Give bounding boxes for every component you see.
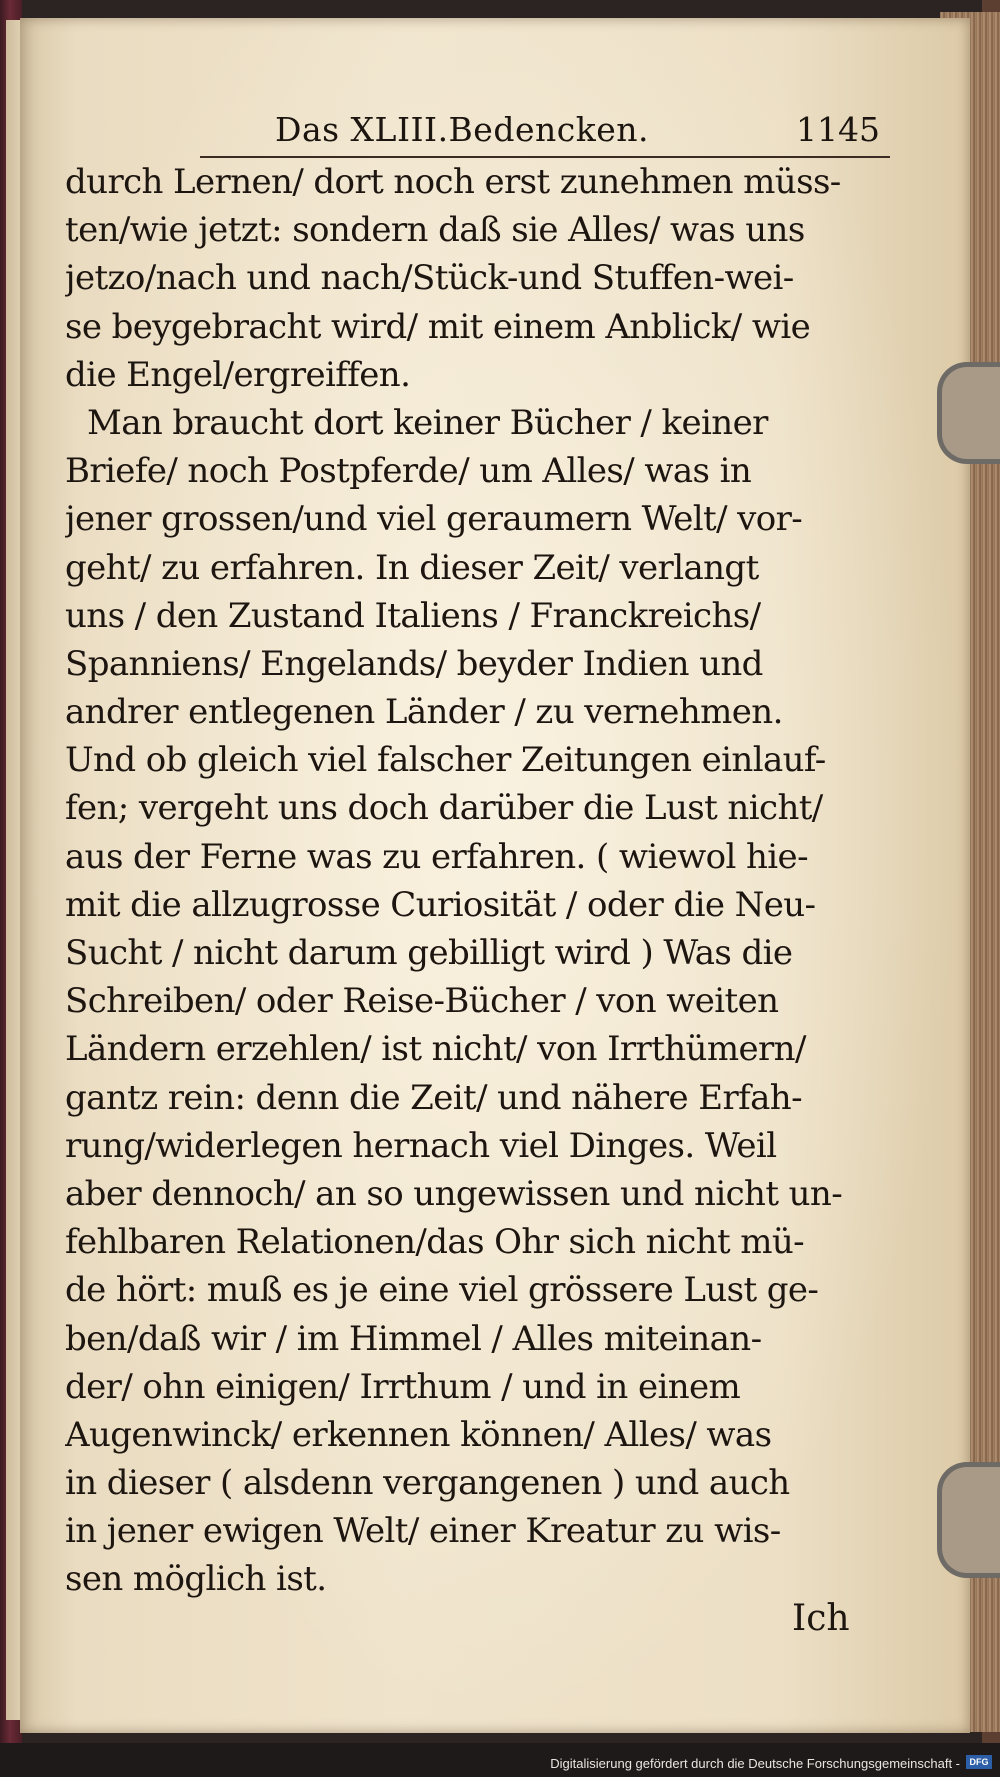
text-line: fen; vergeht uns doch darüber die Lust nicht/ [65, 788, 823, 829]
digitization-credit: Digitalisierung gefördert durch die Deutsche Forschungsgemeinschaft - [550, 1756, 960, 1771]
text-line: aus der Ferne was zu erfahren. ( wiewol hie- [65, 836, 808, 877]
book-page [20, 18, 970, 1733]
text-line: uns / den Zustand Italiens / Franckreichs/ [65, 595, 761, 636]
clasp-top-icon [937, 362, 1000, 464]
page-number: 1145 [796, 110, 880, 149]
text-line: Man braucht dort keiner Bücher / keiner [87, 402, 768, 443]
text-line: Spanniens/ Engelands/ beyder Indien und [65, 643, 763, 684]
text-line: andrer entlegenen Länder / zu vernehmen. [65, 692, 783, 733]
text-line: se beygebracht wird/ mit einem Anblick/ wie [65, 306, 811, 347]
text-line: geht/ zu erfahren. In dieser Zeit/ verlangt [65, 547, 759, 588]
text-line: der/ ohn einigen/ Irrthum / und in einem [65, 1366, 741, 1407]
text-line: in jener ewigen Welt/ einer Kreatur zu wis- [65, 1511, 781, 1552]
text-line: aber dennoch/ an so ungewissen und nicht un- [65, 1173, 843, 1214]
catchword: Ich [792, 1598, 850, 1639]
clasp-bottom-icon [937, 1462, 1000, 1578]
text-line: Und ob gleich viel falscher Zeitungen einlauf- [65, 740, 826, 781]
text-line: mit die allzugrosse Curiosität / oder die Neu- [65, 884, 816, 925]
text-line: rung/widerlegen hernach viel Dinges. Weil [65, 1125, 777, 1166]
body-text [65, 158, 875, 1604]
text-line: Ländern erzehlen/ ist nicht/ von Irrthümern/ [65, 1029, 806, 1070]
text-line: gantz rein: denn die Zeit/ und nähere Erfah- [65, 1077, 802, 1118]
text-line: de hört: muß es je eine viel grössere Lust ge- [65, 1270, 819, 1311]
text-line: jener grossen/und viel geraumern Welt/ vor- [65, 499, 803, 540]
dfg-logo-icon: DFG [966, 1755, 992, 1769]
text-line: durch Lernen/ dort noch erst zunehmen müss- [65, 162, 841, 202]
footer-strip [0, 1743, 1000, 1777]
text-line: die Engel/ergreiffen. [65, 354, 411, 395]
text-line: ben/daß wir / im Himmel / Alles miteinan- [65, 1318, 762, 1359]
text-line: Augenwinck/ erkennen können/ Alles/ was [65, 1414, 772, 1455]
running-title: Das XLIII.Bedencken. [275, 110, 649, 149]
running-head [80, 110, 880, 160]
text-line: sen möglich ist. [65, 1559, 327, 1600]
text-line: Schreiben/ oder Reise-Bücher / von weiten [65, 981, 779, 1022]
text-line: Sucht / nicht darum gebilligt wird ) Was die [65, 933, 793, 973]
text-line: jetzo/nach und nach/Stück-und Stuffen-wei- [65, 258, 794, 299]
text-line: Briefe/ noch Postpferde/ um Alles/ was in [65, 451, 752, 492]
text-line: ten/wie jetzt: sondern daß sie Alles/ was uns [65, 210, 805, 251]
text-line: fehlbaren Relationen/das Ohr sich nicht mü- [65, 1222, 805, 1263]
text-line: in dieser ( alsdenn vergangenen ) und auch [65, 1463, 790, 1504]
